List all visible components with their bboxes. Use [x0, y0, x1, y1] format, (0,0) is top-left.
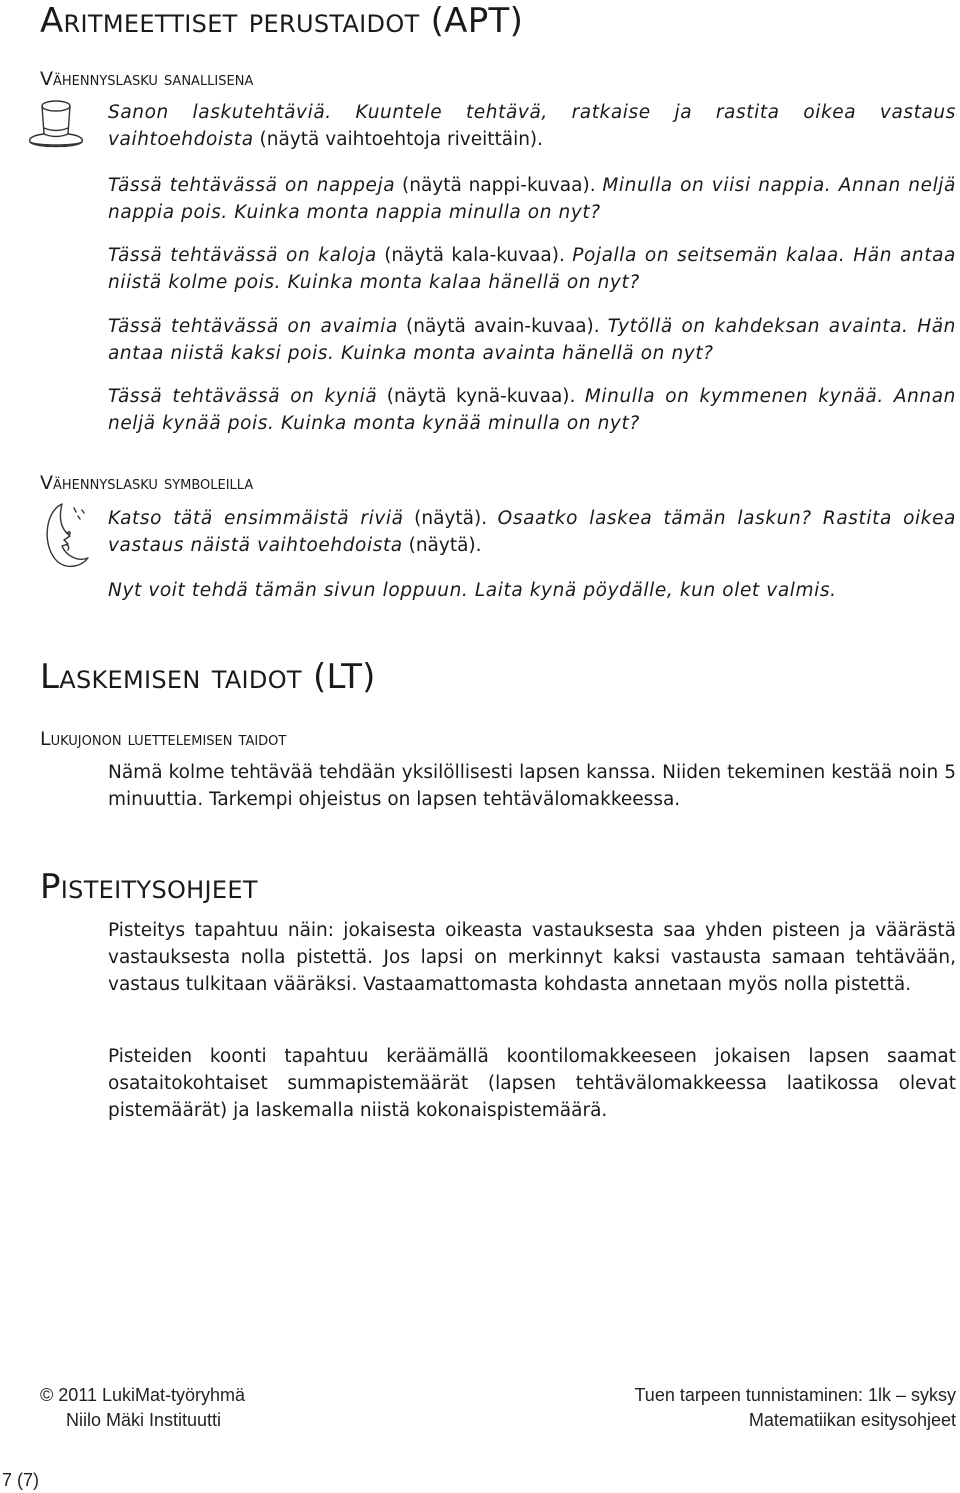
- symbols-instruction: [108, 505, 956, 559]
- task-buttons-intro: Tässä tehtävässä on nappeja: [108, 175, 396, 196]
- crescent-moon-icon: [40, 500, 92, 574]
- footer-left: [40, 1383, 245, 1433]
- page-number: 7 (7): [2, 1470, 40, 1490]
- task-keys-intro: Tässä tehtävässä on avaimia: [108, 316, 398, 337]
- scoring-para-2: Pisteiden koonti tapahtuu keräämällä koontilomakkeeseen jokaisen lapsen saamat osataitokohtaiset summapistemäärät (lapsen tehtävälomakkeessa laatikossa olevat pistemäärät) ja laskemalla niistä kokonaispistemäärä.: [108, 1046, 956, 1121]
- task-pens-question: Minulla on kymmenen kynää. Annan neljä kynää pois. Kuinka monta kynää minulla on nyt?: [108, 386, 956, 434]
- task-keys-question: Tytöllä on kahdeksan avainta. Hän antaa niistä kaksi pois. Kuinka monta avainta hänellä on nyt?: [108, 316, 956, 364]
- symbols-question: Osaatko laskea tämän laskun? Rastita oikea vastaus näistä vaihtoehdoista: [108, 508, 956, 556]
- task-pens: [108, 383, 956, 437]
- footer-series: Tuen tarpeen tunnistaminen: 1lk – syksy: [634, 1385, 956, 1405]
- task-keys-note: (näytä avain-kuvaa).: [397, 316, 608, 337]
- section-title-scoring: Pisteitysohjeet: [40, 867, 258, 907]
- subtitle-symbols: Vähennyslasku symboleilla: [40, 472, 254, 494]
- symbols-finish-text: Nyt voit tehdä tämän sivun loppuun. Laita kynä pöydälle, kun olet valmis.: [108, 580, 837, 601]
- words-intro: [108, 99, 956, 153]
- footer-copyright: © 2011 LukiMat-työryhmä: [40, 1385, 246, 1405]
- task-pens-intro: Tässä tehtävässä on kyniä: [108, 386, 378, 407]
- footer-right: [634, 1383, 956, 1433]
- top-hat-icon: [26, 94, 86, 156]
- footer-subject: Matematiikan esitysohjeet: [748, 1410, 956, 1430]
- task-buttons: [108, 172, 956, 226]
- words-intro-instruction: Sanon laskutehtäviä. Kuuntele tehtävä, ratkaise ja rastita oikea vastaus vaihtoehdoista: [108, 102, 956, 150]
- symbols-look: Katso tätä ensimmäistä riviä: [108, 508, 404, 529]
- lt-description: Nämä kolme tehtävää tehdään yksilöllisesti lapsen kanssa. Niiden tekeminen kestää noin 5 minuuttia. Tarkempi ohjeistus on lapsen tehtävälomakkeessa.: [108, 762, 956, 810]
- subtitle-words: Vähennyslasku sanallisena: [40, 68, 254, 90]
- words-intro-note: (näytä vaihtoehtoja riveittäin).: [253, 129, 544, 150]
- symbols-note1: (näytä).: [403, 508, 498, 529]
- footer-institute: Niilo Mäki Instituutti: [66, 1410, 222, 1430]
- task-pens-note: (näytä kynä-kuvaa).: [377, 386, 585, 407]
- task-keys: [108, 313, 956, 367]
- section-title-apt: Aritmeettiset perustaidot (APT): [40, 1, 524, 41]
- task-buttons-question: Minulla on viisi nappia. Annan neljä nappia pois. Kuinka monta nappia minulla on nyt?: [108, 175, 956, 223]
- task-fish-intro: Tässä tehtävässä on kaloja: [108, 245, 377, 266]
- symbols-finish: [108, 577, 956, 604]
- task-buttons-note: (näytä nappi-kuvaa).: [395, 175, 603, 196]
- scoring-para-1: Pisteitys tapahtuu näin: jokaisesta oikeasta vastauksesta saa yhden pisteen ja väärästä vastauksesta nolla pistettä. Jos lapsi on merkinnyt kaksi vastausta samaan tehtävään, vastaus tulkitaan vääräksi. Vastaamattomasta kohdasta annetaan myös nolla pistettä.: [108, 920, 956, 995]
- task-fish-question: Pojalla on seitsemän kalaa. Hän antaa niistä kolme pois. Kuinka monta kalaa hänellä on nyt?: [108, 245, 956, 293]
- symbols-note2: (näytä).: [402, 535, 482, 556]
- task-fish: [108, 242, 956, 296]
- section-title-lt: Laskemisen taidot (LT): [40, 657, 376, 697]
- task-fish-note: (näytä kala-kuvaa).: [376, 245, 573, 266]
- subtitle-number-sequence: Lukujonon luettelemisen taidot: [40, 728, 287, 750]
